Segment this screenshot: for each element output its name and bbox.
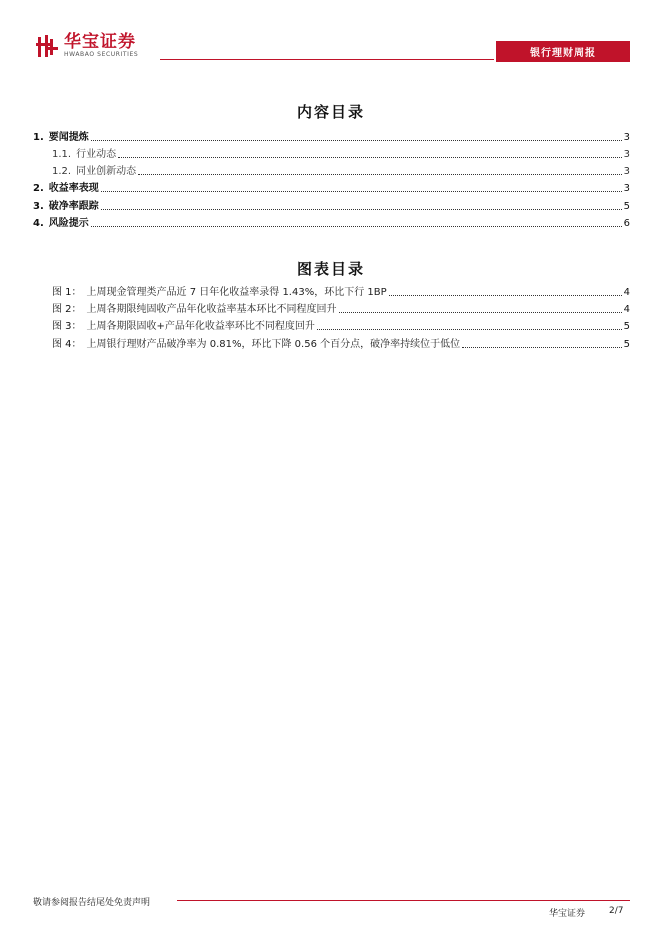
company-logo: [36, 33, 138, 59]
dot-leader: [138, 173, 622, 175]
toc-entry-page: 5: [623, 201, 630, 212]
figure-entry-page: 4: [623, 304, 630, 315]
figure-entry-3[interactable]: [52, 319, 630, 333]
hwabao-logo-icon: [36, 34, 58, 58]
toc-entry-page: 3: [623, 149, 630, 160]
dot-leader: [339, 311, 622, 313]
figure-entry-number: 图 3：: [52, 321, 82, 332]
figure-entry-label: 上周各期限纯固收产品年化收益率基本环比不同程度回升: [86, 304, 337, 315]
dot-leader: [118, 156, 622, 158]
toc-entry-page: 6: [623, 218, 630, 229]
header-divider: [160, 59, 494, 60]
dot-leader: [101, 190, 622, 192]
figure-entry-label: 上周银行理财产品破净率为 0.81%，环比下降 0.56 个百分点，破净率持续位于低位: [86, 339, 461, 350]
toc-entry-1[interactable]: [33, 130, 630, 144]
figure-entry-page: 5: [623, 321, 630, 332]
toc-entry-number: 2.: [33, 183, 44, 194]
figure-entry-1[interactable]: [52, 285, 630, 299]
footer-disclaimer: 敬请参阅报告结尾处免责声明: [33, 898, 151, 908]
toc-entry-label: 要闻提炼: [48, 132, 89, 143]
figure-entry-2[interactable]: [52, 302, 630, 316]
report-type-badge: 银行理财周报: [496, 41, 630, 62]
page-number: 2/7: [609, 906, 624, 916]
toc-title: 内容目录: [296, 103, 365, 121]
figure-entry-number: 图 1：: [52, 287, 82, 298]
toc-entry-label: 行业动态: [76, 149, 117, 160]
toc-entry-4[interactable]: [33, 216, 630, 230]
dot-leader: [91, 225, 622, 227]
dot-leader: [91, 139, 622, 141]
toc-entry-3[interactable]: [33, 199, 630, 213]
logo-english-name: HWABAO SECURITIES: [64, 51, 139, 58]
dot-leader: [462, 346, 622, 348]
toc-entry-page: 3: [623, 166, 630, 177]
toc-entry-number: 1.2.: [52, 166, 72, 177]
figure-entry-number: 图 2：: [52, 304, 82, 315]
figure-entry-page: 4: [623, 287, 630, 298]
toc-entry-2[interactable]: [33, 181, 630, 195]
toc-entry-label: 风险提示: [48, 218, 89, 229]
footer-company: 华宝证券: [549, 909, 586, 919]
toc-entry-number: 1.1.: [52, 149, 72, 160]
figure-entry-4[interactable]: [52, 337, 630, 351]
toc-entry-number: 3.: [33, 201, 44, 212]
toc-entry-1-2[interactable]: [52, 164, 630, 178]
toc-entry-number: 1.: [33, 132, 44, 143]
figure-entry-page: 5: [623, 339, 630, 350]
figures-title: 图表目录: [296, 260, 365, 278]
figure-entry-label: 上周现金管理类产品近 7 日年化收益率录得 1.43%，环比下行 1BP: [86, 287, 387, 298]
toc-entry-page: 3: [623, 183, 630, 194]
toc-entry-label: 同业创新动态: [76, 166, 137, 177]
toc-entry-1-1[interactable]: [52, 147, 630, 161]
dot-leader: [389, 294, 622, 296]
toc-entry-label: 破净率跟踪: [48, 201, 99, 212]
toc-entry-label: 收益率表现: [48, 183, 99, 194]
toc-entry-page: 3: [623, 132, 630, 143]
dot-leader: [317, 328, 622, 330]
figure-entry-number: 图 4：: [52, 339, 82, 350]
logo-chinese-name: 华宝证券: [64, 32, 136, 52]
dot-leader: [101, 208, 622, 210]
toc-entry-number: 4.: [33, 218, 44, 229]
figure-entry-label: 上周各期限固收+产品年化收益率环比不同程度回升: [86, 321, 315, 332]
footer-divider: [177, 900, 630, 901]
